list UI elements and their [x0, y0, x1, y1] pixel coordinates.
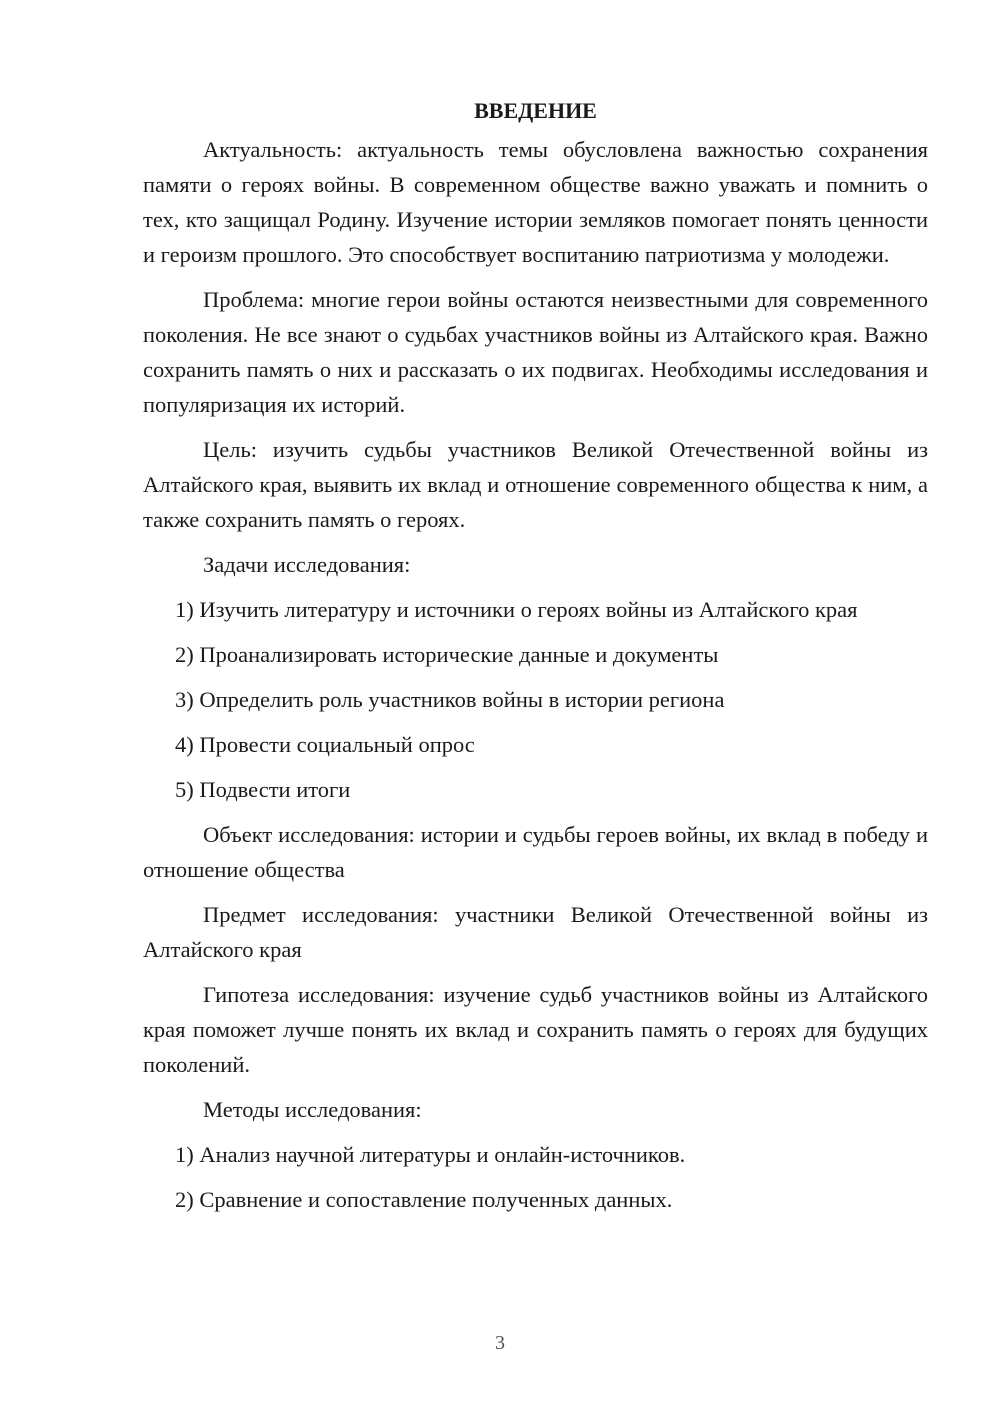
goal-paragraph: Цель: изучить судьбы участников Великой Отечественной войны из Алтайского края, выявить их вклад и отношение современного общества к ним, а также сохранить память о героях.	[143, 437, 928, 532]
hypothesis-paragraph: Гипотеза исследования: изучение судьб участников войны из Алтайского края поможет лучше понять их вклад и сохранить память о героях для будущих поколений.	[143, 982, 928, 1077]
methods-list	[143, 1137, 928, 1217]
problem-paragraph: Проблема: многие герои войны остаются неизвестными для современного поколения. Не все знают о судьбах участников войны из Алтайского края. Важно сохранить память о них и рассказать о их подвигах. Необходимы исследования и популяризация их историй.	[143, 287, 928, 417]
task-item: 3) Определить роль участников войны в истории региона	[175, 687, 725, 712]
tasks-list	[143, 592, 928, 807]
subject-paragraph: Предмет исследования: участники Великой Отечественной войны из Алтайского края	[143, 902, 928, 962]
object-paragraph: Объект исследования: истории и судьбы героев войны, их вклад в победу и отношение общества	[143, 822, 928, 882]
page-number: 3	[495, 1332, 505, 1354]
document-title: ВВЕДЕНИЕ	[474, 98, 597, 123]
task-item: 5) Подвести итоги	[175, 777, 351, 802]
document-page	[143, 96, 928, 1227]
task-item: 1) Изучить литературу и источники о героях войны из Алтайского края	[175, 597, 858, 622]
method-item: 1) Анализ научной литературы и онлайн-источников.	[175, 1142, 686, 1167]
task-item: 2) Проанализировать исторические данные и документы	[175, 642, 719, 667]
methods-heading: Методы исследования:	[203, 1097, 422, 1122]
method-item: 2) Сравнение и сопоставление полученных данных.	[175, 1187, 673, 1212]
tasks-heading: Задачи исследования:	[203, 552, 411, 577]
task-item: 4) Провести социальный опрос	[175, 732, 475, 757]
relevance-paragraph: Актуальность: актуальность темы обусловлена важностью сохранения памяти о героях войны. В современном обществе важно уважать и помнить о тех, кто защищал Родину. Изучение истории земляков помогает понять ценности и героизм прошлого. Это способствует воспитанию патриотизма у молодежи.	[143, 137, 928, 267]
